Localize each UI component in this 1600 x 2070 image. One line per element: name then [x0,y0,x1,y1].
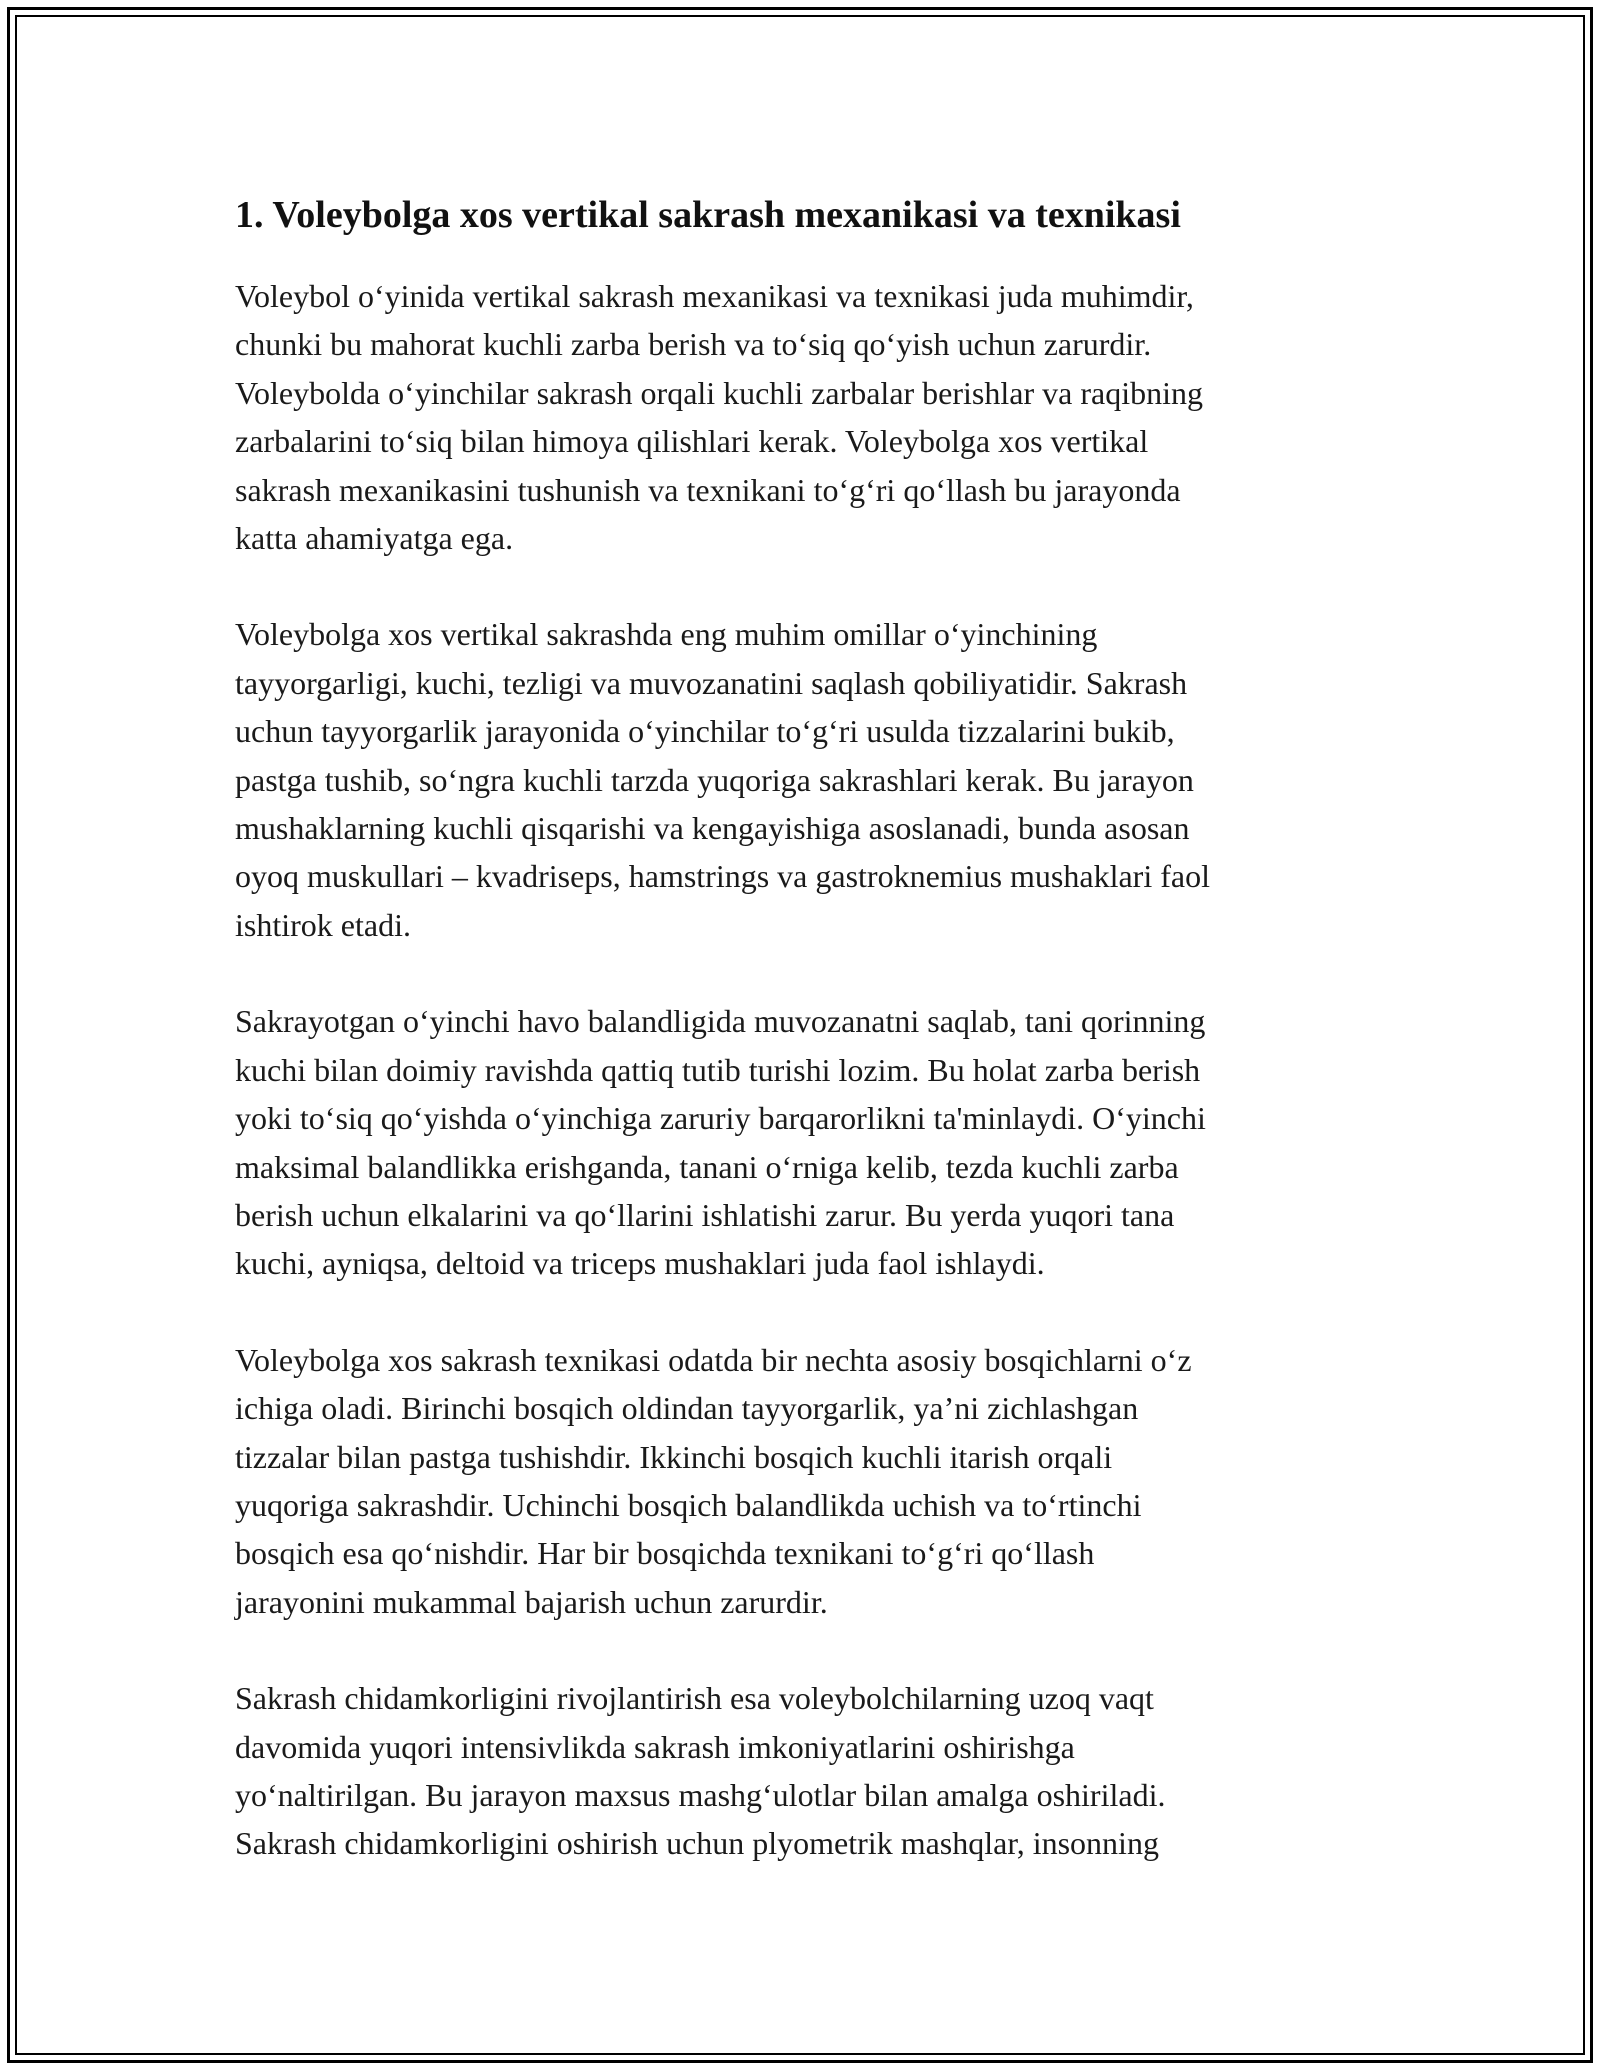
text-line: tayyorgarligi, kuchi, tezligi va muvozanatini saqlash qobiliyatidir. Sakrash [235,664,1188,701]
text-line: Voleybolga xos vertikal sakrashda eng muhim omillar o‘yinchining [235,616,1098,653]
text-line: tizzalar bilan pastga tushishdir. Ikkinchi bosqich kuchli itarish orqali [235,1438,1113,1475]
text-line: kuchi bilan doimiy ravishda qattiq tutib turishi lozim. Bu holat zarba berish [235,1051,1201,1088]
text-line: katta ahamiyatga ega. [235,520,514,557]
text-line: sakrash mexanikasini tushunish va texnikani to‘g‘ri qo‘llash bu jarayonda [235,471,1181,508]
text-line: Voleybolga xos sakrash texnikasi odatda bir nechta asosiy bosqichlarni o‘z [235,1341,1192,1378]
text-line: berish uchun elkalarini va qo‘llarini ishlatishi zarur. Bu yerda yuqori tana [235,1196,1175,1233]
text-line: maksimal balandlikka erishganda, tanani o‘rniga kelib, tezda kuchli zarba [235,1148,1179,1185]
paragraph-1 [235,272,1365,562]
paragraph-4 [235,1336,1365,1626]
text-line: uchun tayyorgarlik jarayonida o‘yinchilar to‘g‘ri usulda tizzalarini bukib, [235,713,1175,750]
text-line: Sakrash chidamkorligini oshirish uchun plyometrik mashqlar, insonning [235,1825,1159,1862]
document-body [235,180,1365,1916]
text-line: oyoq muskullari – kvadriseps, hamstrings va gastroknemius mushaklari faol [235,858,1210,895]
text-line: pastga tushib, so‘ngra kuchli tarzda yuqoriga sakrashlari kerak. Bu jarayon [235,761,1194,798]
text-line: Sakrash chidamkorligini rivojlantirish esa voleybolchilarning uzoq vaqt [235,1680,1154,1717]
text-line: Sakrayotgan o‘yinchi havo balandligida muvozanatni saqlab, tani qorinning [235,1003,1206,1040]
text-line: bosqich esa qo‘nishdir. Har bir bosqichda texnikani to‘g‘ri qo‘llash [235,1535,1095,1572]
paragraph-5 [235,1674,1365,1868]
text-line: kuchi, ayniqsa, deltoid va triceps mushaklari juda faol ishlaydi. [235,1245,1045,1282]
text-line: chunki bu mahorat kuchli zarba berish va to‘siq qo‘yish uchun zarurdir. [235,326,1152,363]
text-line: zarbalarini to‘siq bilan himoya qilishlari kerak. Voleybolga xos vertikal [235,423,1149,460]
text-line: Voleybolda o‘yinchilar sakrash orqali kuchli zarbalar berishlar va raqibning [235,374,1203,411]
text-line: ishtirok etadi. [235,906,411,943]
paragraph-3 [235,997,1365,1287]
text-line: yo‘naltirilgan. Bu jarayon maxsus mashg‘ulotlar bilan amalga oshiriladi. [235,1776,1166,1813]
section-heading: 1. Voleybolga xos vertikal sakrash mexanikasi va texnikasi [235,194,1181,236]
text-line: jarayonini mukammal bajarish uchun zarurdir. [235,1583,828,1620]
text-line: ichiga oladi. Birinchi bosqich oldindan tayyorgarlik, ya’ni zichlashgan [235,1390,1139,1427]
text-line: davomida yuqori intensivlikda sakrash imkoniyatlarini oshirishga [235,1728,1075,1765]
text-line: Voleybol o‘yinida vertikal sakrash mexanikasi va texnikasi juda muhimdir, [235,278,1194,314]
text-line: mushaklarning kuchli qisqarishi va kengayishiga asoslanadi, bunda asosan [235,810,1190,847]
text-line: yoki to‘siq qo‘yishda o‘yinchiga zaruriy barqarorlikni ta'minlaydi. O‘yinchi [235,1100,1206,1137]
paragraph-2 [235,610,1365,949]
text-line: yuqoriga sakrashdir. Uchinchi bosqich balandlikda uchish va to‘rtinchi [235,1486,1142,1523]
